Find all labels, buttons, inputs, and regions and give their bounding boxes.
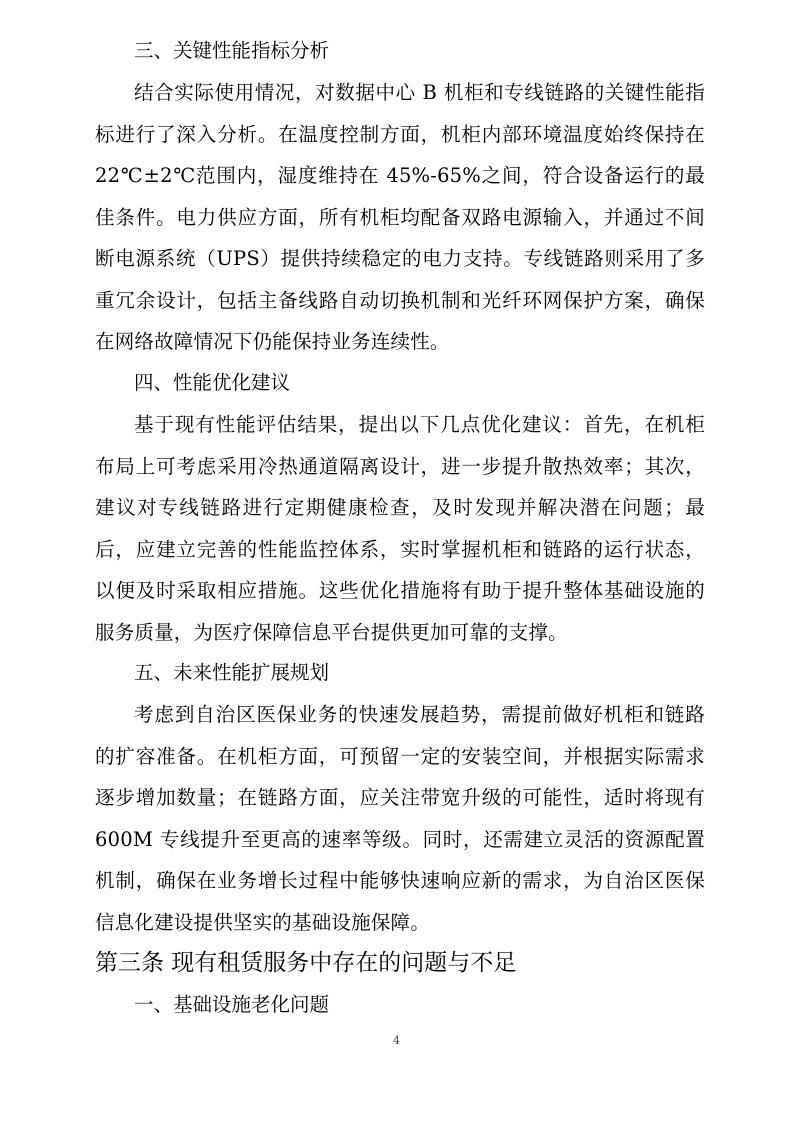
section-heading-optimization: 四、性能优化建议 [134,371,291,394]
section-heading-future-plan: 五、未来性能扩展规划 [134,661,330,684]
paragraph: 结合实际使用情况，对数据中心 B 机柜和专线链路的关键性能指标进行了深入分析。在温度控制方面，机柜内部环境温度始终保持在22℃±2℃范围内，湿度维持在 45%-65%之间，符合设备运行的最佳条件。电力供应方面，所有机柜均配备双路电源输入，并通过不间断电源系统（UPS）提供持续稳定的电力支持。专线链路则采用了多重冗余设计，包括主备线路自动切换机制和光纤环网保护方案，确保在网络故障情况下仍能保持业务连续性。 [95,81,705,353]
paragraph: 基于现有性能评估结果，提出以下几点优化建议：首先，在机柜布局上可考虑采用冷热通道隔离设计，进一步提升散热效率；其次，建议对专线链路进行定期健康检查，及时发现并解决潜在问题；最后，应建立完善的性能监控体系，实时掌握机柜和链路的运行状态，以便及时采取相应措施。这些优化措施将有助于提升整体基础设施的服务质量，为医疗保障信息平台提供更加可靠的支撑。 [95,413,705,644]
section-body-key-metrics [95,72,705,363]
section-heading-aging-infrastructure: 一、基础设施老化问题 [134,993,330,1016]
page-number: 4 [393,1034,400,1047]
paragraph: 考虑到自治区医保业务的快速发展趋势，需提前做好机柜和链路的扩容准备。在机柜方面，可预留一定的安装空间，并根据实际需求逐步增加数量；在链路方面，应关注带宽升级的可能性，适时将现有 600M 专线提升至更高的速率等级。同时，还需建立灵活的资源配置机制，确保在业务增长过程中能够快速响应新的需求，为自治区医保信息化建设提供坚实的基础设施保障。 [95,703,705,934]
section-body-optimization [95,404,705,653]
article-title: 第三条 现有租赁服务中存在的问题与不足 [95,950,517,976]
section-heading-key-metrics: 三、关键性能指标分析 [134,39,330,62]
section-body-future-plan [95,694,705,943]
